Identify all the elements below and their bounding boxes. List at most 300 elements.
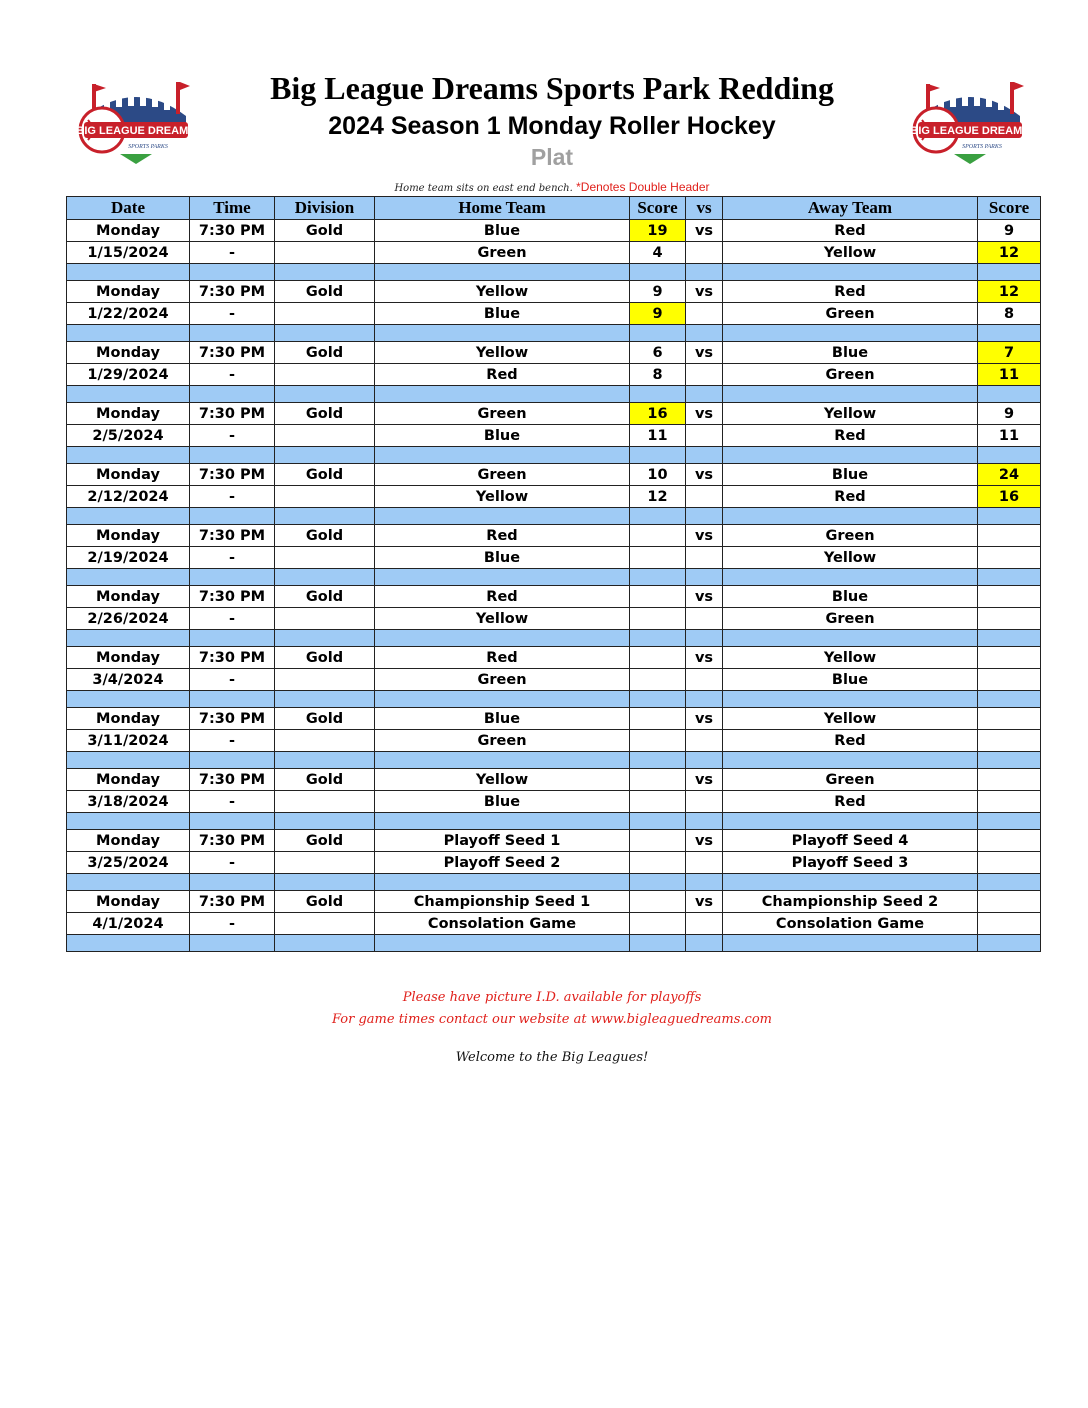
page-title: Big League Dreams Sports Park Redding: [270, 70, 834, 106]
game-division: Gold: [275, 220, 375, 242]
game-date: Monday: [67, 586, 190, 608]
separator-cell: [375, 691, 630, 708]
division-name: Plat: [530, 144, 574, 170]
separator-cell: [630, 874, 686, 891]
home-team: Yellow: [375, 608, 630, 630]
separator-cell: [686, 386, 723, 403]
away-team: Yellow: [723, 708, 978, 730]
table-row: [67, 586, 1041, 608]
game-date: Monday: [67, 891, 190, 913]
separator-cell: [375, 325, 630, 342]
vs-label: [686, 547, 723, 569]
home-team: Green: [375, 464, 630, 486]
separator-cell: [686, 752, 723, 769]
game-division: [275, 547, 375, 569]
away-score: [978, 830, 1041, 852]
game-date: Monday: [67, 647, 190, 669]
game-division: [275, 425, 375, 447]
week-separator-row: [67, 569, 1041, 586]
separator-cell: [190, 447, 275, 464]
separator-cell: [978, 691, 1041, 708]
week-separator-row: [67, 508, 1041, 525]
away-team: Blue: [723, 669, 978, 691]
separator-cell: [275, 874, 375, 891]
table-header-row: [67, 197, 1041, 220]
col-vs-header: vs: [686, 197, 723, 220]
game-time: 7:30 PM: [190, 464, 275, 486]
home-team: Yellow: [375, 281, 630, 303]
game-division: [275, 669, 375, 691]
vs-label: vs: [686, 586, 723, 608]
table-row: [67, 669, 1041, 691]
separator-cell: [978, 569, 1041, 586]
game-date: 2/12/2024: [67, 486, 190, 508]
separator-cell: [275, 569, 375, 586]
footer-website-note: For game times contact our website at www.bigleaguedreams.com: [332, 1012, 772, 1027]
table-row: [67, 708, 1041, 730]
home-score: 9: [630, 281, 686, 303]
separator-cell: [723, 386, 978, 403]
game-time: 7:30 PM: [190, 891, 275, 913]
separator-cell: [375, 874, 630, 891]
home-team: Red: [375, 647, 630, 669]
home-score: 8: [630, 364, 686, 386]
game-date: Monday: [67, 403, 190, 425]
table-row: [67, 281, 1041, 303]
away-team: Red: [723, 281, 978, 303]
game-division: Gold: [275, 342, 375, 364]
away-team: Championship Seed 2: [723, 891, 978, 913]
game-division: Gold: [275, 464, 375, 486]
game-division: Gold: [275, 647, 375, 669]
game-time: -: [190, 547, 275, 569]
table-row: [67, 486, 1041, 508]
separator-cell: [723, 691, 978, 708]
separator-cell: [190, 630, 275, 647]
separator-cell: [978, 935, 1041, 952]
vs-label: [686, 425, 723, 447]
separator-cell: [978, 630, 1041, 647]
week-separator-row: [67, 935, 1041, 952]
separator-cell: [275, 935, 375, 952]
away-score: [978, 647, 1041, 669]
away-score: [978, 891, 1041, 913]
home-team: Blue: [375, 303, 630, 325]
separator-cell: [723, 508, 978, 525]
separator-cell: [630, 813, 686, 830]
game-time: 7:30 PM: [190, 525, 275, 547]
home-score: [630, 830, 686, 852]
separator-cell: [686, 813, 723, 830]
separator-cell: [190, 935, 275, 952]
game-time: -: [190, 791, 275, 813]
separator-cell: [375, 264, 630, 281]
vs-label: vs: [686, 464, 723, 486]
separator-cell: [723, 874, 978, 891]
vs-label: vs: [686, 403, 723, 425]
separator-cell: [67, 325, 190, 342]
game-division: [275, 608, 375, 630]
separator-cell: [630, 325, 686, 342]
separator-cell: [686, 325, 723, 342]
away-score: 11: [978, 364, 1041, 386]
vs-label: vs: [686, 830, 723, 852]
schedule-body: [67, 220, 1041, 952]
game-date: Monday: [67, 830, 190, 852]
footer-welcome: Welcome to the Big Leagues!: [455, 1050, 649, 1065]
separator-cell: [686, 447, 723, 464]
home-team: Red: [375, 364, 630, 386]
game-division: Gold: [275, 769, 375, 791]
separator-cell: [275, 752, 375, 769]
separator-cell: [978, 325, 1041, 342]
game-time: -: [190, 364, 275, 386]
separator-cell: [275, 447, 375, 464]
week-separator-row: [67, 264, 1041, 281]
away-team: Blue: [723, 342, 978, 364]
game-time: 7:30 PM: [190, 708, 275, 730]
away-score: [978, 547, 1041, 569]
vs-label: [686, 852, 723, 874]
separator-cell: [375, 752, 630, 769]
separator-cell: [67, 752, 190, 769]
separator-cell: [190, 752, 275, 769]
vs-label: [686, 608, 723, 630]
separator-cell: [67, 386, 190, 403]
separator-cell: [978, 508, 1041, 525]
game-time: 7:30 PM: [190, 403, 275, 425]
game-division: Gold: [275, 281, 375, 303]
game-time: 7:30 PM: [190, 769, 275, 791]
game-time: 7:30 PM: [190, 220, 275, 242]
game-time: -: [190, 669, 275, 691]
home-score: 9: [630, 303, 686, 325]
table-row: [67, 220, 1041, 242]
away-score: 11: [978, 425, 1041, 447]
separator-cell: [630, 447, 686, 464]
game-division: [275, 364, 375, 386]
week-separator-row: [67, 630, 1041, 647]
game-date: 1/22/2024: [67, 303, 190, 325]
game-time: 7:30 PM: [190, 830, 275, 852]
table-row: [67, 342, 1041, 364]
vs-label: [686, 242, 723, 264]
home-team: Consolation Game: [375, 913, 630, 935]
separator-cell: [67, 813, 190, 830]
away-score: [978, 586, 1041, 608]
away-score: [978, 913, 1041, 935]
away-team: Yellow: [723, 242, 978, 264]
game-date: 1/15/2024: [67, 242, 190, 264]
week-separator-row: [67, 813, 1041, 830]
away-team: Green: [723, 769, 978, 791]
separator-cell: [67, 447, 190, 464]
week-separator-row: [67, 325, 1041, 342]
game-time: -: [190, 425, 275, 447]
away-team: Green: [723, 303, 978, 325]
separator-cell: [723, 325, 978, 342]
separator-cell: [723, 813, 978, 830]
separator-cell: [630, 630, 686, 647]
game-date: Monday: [67, 342, 190, 364]
separator-cell: [375, 508, 630, 525]
col-away-score-header: Score: [978, 197, 1041, 220]
separator-cell: [375, 935, 630, 952]
game-division: [275, 486, 375, 508]
game-division: [275, 730, 375, 752]
game-time: 7:30 PM: [190, 281, 275, 303]
table-row: [67, 891, 1041, 913]
home-team: Blue: [375, 547, 630, 569]
home-score: [630, 547, 686, 569]
separator-cell: [686, 874, 723, 891]
week-separator-row: [67, 386, 1041, 403]
home-score: [630, 708, 686, 730]
away-team: Consolation Game: [723, 913, 978, 935]
separator-cell: [67, 630, 190, 647]
home-team: Yellow: [375, 342, 630, 364]
game-date: Monday: [67, 464, 190, 486]
home-team: Championship Seed 1: [375, 891, 630, 913]
away-team: Red: [723, 425, 978, 447]
home-team: Blue: [375, 708, 630, 730]
game-date: 3/25/2024: [67, 852, 190, 874]
separator-cell: [978, 447, 1041, 464]
game-date: Monday: [67, 708, 190, 730]
separator-cell: [723, 935, 978, 952]
home-score: [630, 525, 686, 547]
separator-cell: [375, 813, 630, 830]
game-time: -: [190, 303, 275, 325]
game-time: 7:30 PM: [190, 342, 275, 364]
footer-playoff-id-note: Please have picture I.D. available for playoffs: [402, 990, 702, 1005]
home-team: Blue: [375, 425, 630, 447]
home-score: [630, 608, 686, 630]
home-team: Green: [375, 242, 630, 264]
table-row: [67, 547, 1041, 569]
col-time-header: Time: [190, 197, 275, 220]
game-division: [275, 791, 375, 813]
table-row: [67, 303, 1041, 325]
separator-cell: [630, 264, 686, 281]
separator-cell: [190, 813, 275, 830]
table-row: [67, 464, 1041, 486]
game-time: -: [190, 913, 275, 935]
game-division: [275, 242, 375, 264]
vs-label: [686, 730, 723, 752]
vs-label: [686, 669, 723, 691]
game-date: 4/1/2024: [67, 913, 190, 935]
home-score: [630, 891, 686, 913]
away-score: [978, 730, 1041, 752]
schedule-table: [66, 196, 1041, 952]
away-team: Yellow: [723, 647, 978, 669]
table-row: [67, 730, 1041, 752]
away-team: Red: [723, 220, 978, 242]
home-team: Yellow: [375, 486, 630, 508]
away-score: [978, 525, 1041, 547]
home-score: 19: [630, 220, 686, 242]
separator-cell: [723, 569, 978, 586]
separator-cell: [686, 264, 723, 281]
home-team: Green: [375, 403, 630, 425]
svg-text:SPORTS PARKS: SPORTS PARKS: [962, 144, 1002, 150]
week-separator-row: [67, 752, 1041, 769]
away-team: Red: [723, 730, 978, 752]
away-team: Yellow: [723, 403, 978, 425]
vs-label: [686, 364, 723, 386]
table-row: [67, 525, 1041, 547]
home-score: 10: [630, 464, 686, 486]
game-date: 2/5/2024: [67, 425, 190, 447]
game-time: 7:30 PM: [190, 586, 275, 608]
home-score: 6: [630, 342, 686, 364]
home-score: [630, 669, 686, 691]
game-date: 2/19/2024: [67, 547, 190, 569]
away-team: Playoff Seed 4: [723, 830, 978, 852]
separator-cell: [978, 874, 1041, 891]
game-division: [275, 913, 375, 935]
vs-label: vs: [686, 525, 723, 547]
separator-cell: [67, 935, 190, 952]
game-time: -: [190, 852, 275, 874]
separator-cell: [190, 325, 275, 342]
separator-cell: [630, 691, 686, 708]
separator-cell: [275, 508, 375, 525]
away-score: [978, 669, 1041, 691]
separator-cell: [686, 630, 723, 647]
home-score: [630, 852, 686, 874]
away-team: Yellow: [723, 547, 978, 569]
away-team: Playoff Seed 3: [723, 852, 978, 874]
separator-cell: [275, 691, 375, 708]
away-team: Green: [723, 525, 978, 547]
home-team: Blue: [375, 220, 630, 242]
vs-label: vs: [686, 708, 723, 730]
game-division: [275, 303, 375, 325]
table-row: [67, 608, 1041, 630]
vs-label: vs: [686, 220, 723, 242]
separator-cell: [978, 264, 1041, 281]
game-date: 3/11/2024: [67, 730, 190, 752]
svg-text:SPORTS PARKS: SPORTS PARKS: [128, 144, 168, 150]
away-score: 12: [978, 242, 1041, 264]
away-score: [978, 608, 1041, 630]
vs-label: [686, 913, 723, 935]
separator-cell: [190, 508, 275, 525]
separator-cell: [275, 630, 375, 647]
game-division: [275, 852, 375, 874]
home-score: 16: [630, 403, 686, 425]
week-separator-row: [67, 874, 1041, 891]
separator-cell: [978, 752, 1041, 769]
separator-cell: [275, 813, 375, 830]
away-team: Blue: [723, 586, 978, 608]
game-date: Monday: [67, 769, 190, 791]
page-subtitle: 2024 Season 1 Monday Roller Hockey: [328, 112, 776, 140]
separator-cell: [723, 752, 978, 769]
separator-cell: [67, 569, 190, 586]
week-separator-row: [67, 691, 1041, 708]
away-score: 16: [978, 486, 1041, 508]
separator-cell: [275, 325, 375, 342]
game-division: Gold: [275, 403, 375, 425]
separator-cell: [686, 691, 723, 708]
separator-cell: [190, 264, 275, 281]
game-time: 7:30 PM: [190, 647, 275, 669]
game-date: Monday: [67, 281, 190, 303]
separator-cell: [190, 569, 275, 586]
home-score: [630, 791, 686, 813]
double-header-note: *Denotes Double Header: [576, 180, 710, 194]
table-row: [67, 769, 1041, 791]
table-row: [67, 242, 1041, 264]
home-score: [630, 730, 686, 752]
game-time: -: [190, 730, 275, 752]
away-score: 9: [978, 220, 1041, 242]
separator-cell: [67, 508, 190, 525]
away-score: [978, 852, 1041, 874]
game-time: -: [190, 486, 275, 508]
separator-cell: [275, 264, 375, 281]
table-row: [67, 647, 1041, 669]
separator-cell: [375, 569, 630, 586]
col-division-header: Division: [275, 197, 375, 220]
home-score: [630, 913, 686, 935]
away-team: Blue: [723, 464, 978, 486]
table-row: [67, 364, 1041, 386]
vs-label: vs: [686, 281, 723, 303]
game-date: 1/29/2024: [67, 364, 190, 386]
separator-cell: [630, 386, 686, 403]
vs-label: vs: [686, 647, 723, 669]
game-time: -: [190, 608, 275, 630]
home-team: Red: [375, 525, 630, 547]
table-row: [67, 403, 1041, 425]
table-row: [67, 830, 1041, 852]
away-team: Green: [723, 364, 978, 386]
away-score: 24: [978, 464, 1041, 486]
separator-cell: [723, 264, 978, 281]
away-team: Red: [723, 791, 978, 813]
game-division: Gold: [275, 830, 375, 852]
separator-cell: [630, 508, 686, 525]
game-date: Monday: [67, 525, 190, 547]
home-score: 4: [630, 242, 686, 264]
separator-cell: [190, 691, 275, 708]
vs-label: vs: [686, 769, 723, 791]
vs-label: vs: [686, 891, 723, 913]
separator-cell: [723, 630, 978, 647]
separator-cell: [190, 386, 275, 403]
separator-cell: [686, 508, 723, 525]
vs-label: vs: [686, 342, 723, 364]
separator-cell: [723, 447, 978, 464]
table-row: [67, 913, 1041, 935]
home-team: Red: [375, 586, 630, 608]
away-score: 9: [978, 403, 1041, 425]
home-score: [630, 586, 686, 608]
game-date: 3/18/2024: [67, 791, 190, 813]
separator-cell: [630, 569, 686, 586]
away-score: 12: [978, 281, 1041, 303]
week-separator-row: [67, 447, 1041, 464]
separator-cell: [686, 569, 723, 586]
away-score: [978, 791, 1041, 813]
home-score: 11: [630, 425, 686, 447]
away-score: [978, 769, 1041, 791]
separator-cell: [67, 874, 190, 891]
